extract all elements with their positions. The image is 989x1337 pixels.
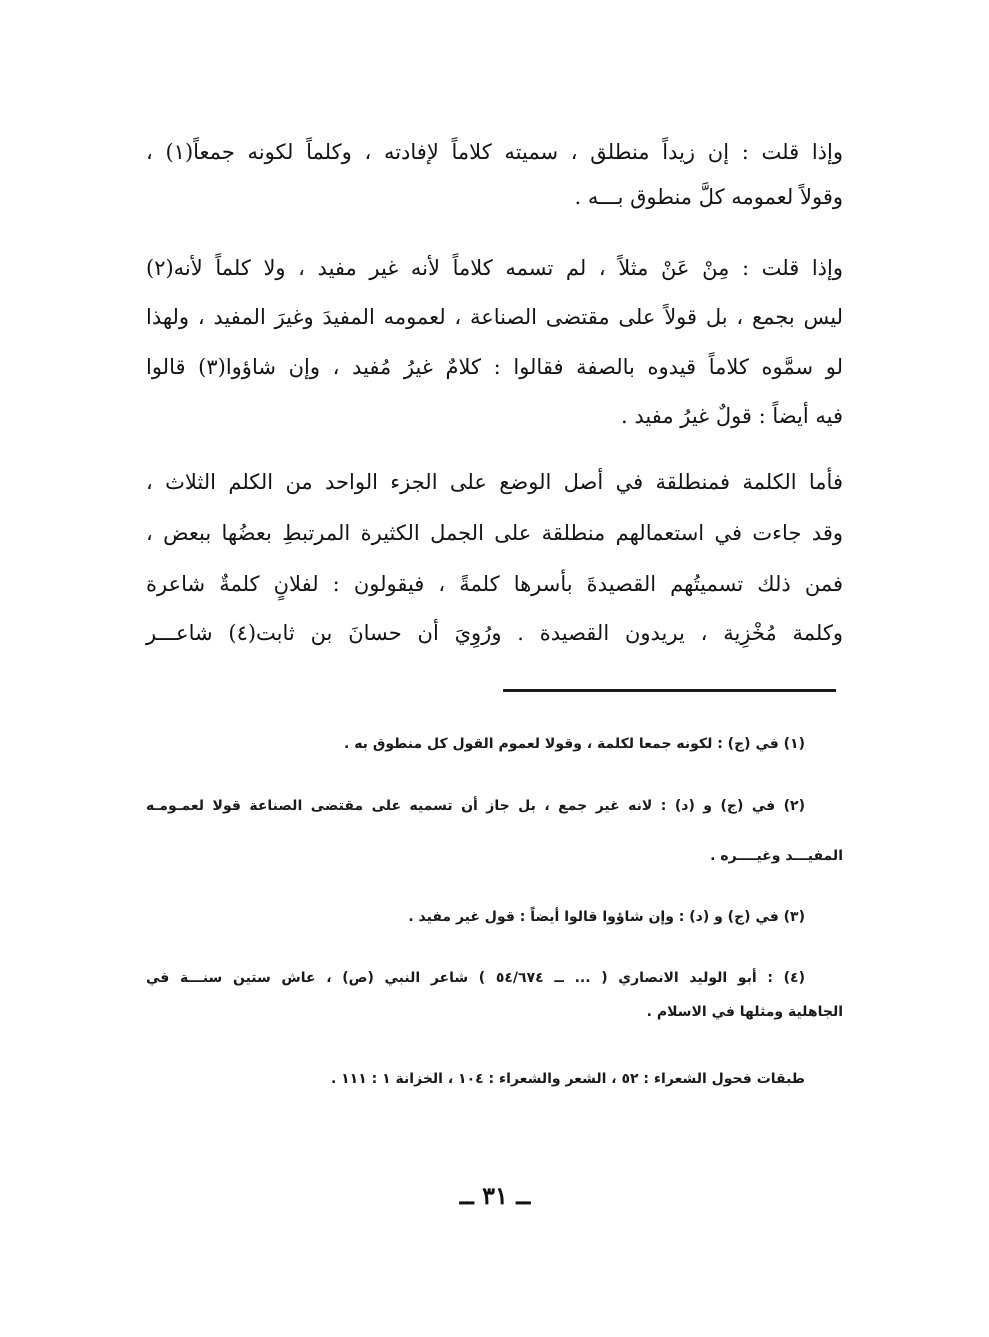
footnote-separator: [503, 689, 836, 692]
footnote-2-line-2: المفيـــد وغيــــره .: [710, 848, 843, 864]
paragraph-3-line-2: وقد جاءت في استعمالهم منطلقة على الجمل الكثيرة المرتبطِ بعضُها ببعض ،: [146, 521, 843, 545]
footnote-4-line-2: الجاهلية ومثلها في الاسلام .: [646, 1004, 843, 1020]
paragraph-2-line-4: فيه أيضاً : قولٌ غيرُ مفيد .: [620, 404, 843, 428]
footnote-2-line-1: (٢) في (ج) و (د) : لانه غير جمع ، بل جاز أن تسميه على مقتضى الصناعة قولا لعمـومـه: [146, 798, 805, 814]
paragraph-3-line-3: فمن ذلك تسميتُهم القصيدةَ بأسرها كلمةً ، فيقولون : لفلانٍ كلمةٌ شاعرة: [146, 572, 843, 596]
paragraph-3-line-1: فأما الكلمة فمنطلقة في أصل الوضع على الجزء الواحد من الكلم الثلاث ،: [146, 470, 843, 494]
footnote-1: (١) في (ج) : لكونه جمعا لكلمة ، وقولا لعموم القول كل منطوق به .: [344, 736, 805, 752]
footnote-4-line-1: (٤) : أبو الوليد الانصاري ( ... ــ ٥٤/٦٧٤ ) شاعر النبي (ص) ، عاش ستين سنـــة في: [146, 970, 805, 986]
paragraph-1-line-2: وقولاً لعمومه كلَّ منطوق بـــه .: [574, 185, 843, 209]
paragraph-2-line-1: وإذا قلت : مِنْ عَنْ مثلاً ، لم تسمه كلاماً لأنه غير مفيد ، ولا كلماً لأنه(٢): [146, 256, 843, 280]
paragraph-2-line-3: لو سمَّوه كلاماً قيدوه بالصفة فقالوا : كلامٌ غيرُ مُفيد ، وإن شاؤوا(٣) قالوا: [146, 355, 843, 379]
footnote-3: (٣) في (ج) و (د) : وإن شاؤوا قالوا أيضاً : قول غير مفيد .: [408, 909, 805, 925]
paragraph-1-line-1: وإذا قلت : إن زيداً منطلق ، سميته كلاماً لإفادته ، وكلماً لكونه جمعاً(١) ،: [146, 140, 843, 164]
footnote-4-line-3: طبقات فحول الشعراء : ٥٢ ، الشعر والشعراء : ١٠٤ ، الخزانة ١ : ١١١ .: [330, 1071, 805, 1087]
paragraph-3-line-4: وكلمة مُخْزِية ، يريدون القصيدة . ورُوِيَ أن حسانَ بن ثابت(٤) شاعـــر: [146, 621, 844, 645]
page-number: ــ ٣١ ــ: [459, 1181, 531, 1210]
paragraph-2-line-2: ليس بجمع ، بل قولاً على مقتضى الصناعة ، لعمومه المفيدَ وغيرَ المفيد ، ولهذا: [146, 305, 843, 329]
